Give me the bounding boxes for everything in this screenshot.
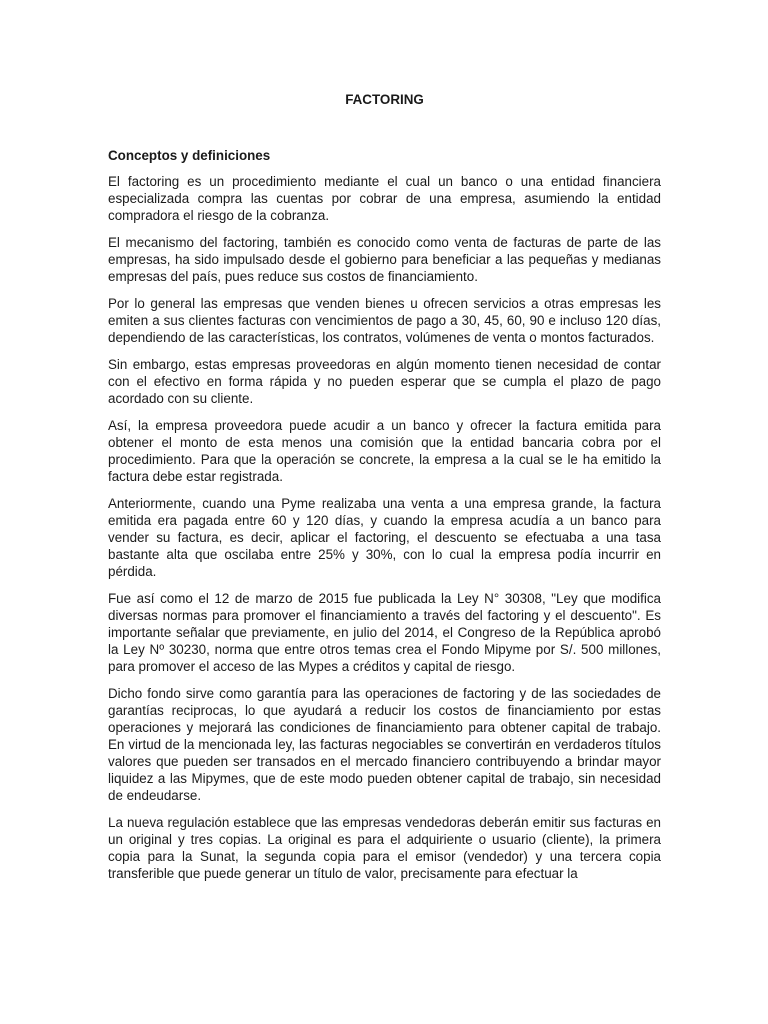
section-heading: Conceptos y definiciones: [108, 148, 271, 163]
paragraph: Fue así como el 12 de marzo de 2015 fue publicada la Ley N° 30308, "Ley que modifica diversas normas para promover el financiamiento a través del factoring y el descuento". Es importante señalar que previamente, en julio del 2014, el Congreso de la República aprobó la Ley Nº 30230, norma que entre otros temas crea el Fondo Mipyme por S/. 500 millones, para promover el acceso de las Mypes a créditos y capital de riesgo.: [108, 591, 661, 674]
paragraph: Dicho fondo sirve como garantía para las operaciones de factoring y de las sociedades de garantías reciprocas, lo que ayudará a reducir los costos de financiamiento por estas operaciones y mejorará las condiciones de financiamiento para obtener capital de trabajo. En virtud de la mencionada ley, las facturas negociables se convertirán en verdaderos títulos valores que pueden ser transados en el mercado financiero contribuyendo a brindar mayor liquidez a las Mipymes, que de este modo pueden obtener capital de trabajo, sin necesidad de endeudarse.: [108, 686, 661, 803]
document-title: FACTORING: [345, 92, 424, 107]
paragraph: Así, la empresa proveedora puede acudir a un banco y ofrecer la factura emitida para obtener el monto de esta menos una comisión que la entidad bancaria cobra por el procedimiento. Para que la operación se concrete, la empresa a la cual se le ha emitido la factura debe estar registrada.: [108, 418, 661, 484]
paragraph: La nueva regulación establece que las empresas vendedoras deberán emitir sus facturas en un original y tres copias. La original es para el adquiriente o usuario (cliente), la primera copia para la Sunat, la segunda copia para el emisor (vendedor) y una tercera copia transferible que puede generar un título de valor, precisamente para efectuar la: [108, 815, 661, 881]
paragraph: Por lo general las empresas que venden bienes u ofrecen servicios a otras empresas les emiten a sus clientes facturas con vencimientos de pago a 30, 45, 60, 90 e incluso 120 días, dependiendo de las características, los contratos, volúmenes de venta o montos facturados.: [108, 296, 661, 345]
document-body: [108, 91, 661, 892]
paragraph: El mecanismo del factoring, también es conocido como venta de facturas de parte de las empresas, ha sido impulsado desde el gobierno para beneficiar a las pequeñas y medianas empresas del país, pues reduce sus costos de financiamiento.: [108, 235, 661, 284]
paragraph: Sin embargo, estas empresas proveedoras en algún momento tienen necesidad de contar con el efectivo en forma rápida y no pueden esperar que se cumpla el plazo de pago acordado con su cliente.: [108, 357, 661, 406]
paragraph: Anteriormente, cuando una Pyme realizaba una venta a una empresa grande, la factura emitida era pagada entre 60 y 120 días, y cuando la empresa acudía a un banco para vender su factura, es decir, aplicar el factoring, el descuento se efectuaba a una tasa bastante alta que oscilaba entre 25% y 30%, con lo cual la empresa podía incurrir en pérdida.: [108, 496, 661, 579]
paragraph: El factoring es un procedimiento mediante el cual un banco o una entidad financiera especializada compra las cuentas por cobrar de una empresa, asumiendo la entidad compradora el riesgo de la cobranza.: [108, 174, 661, 223]
